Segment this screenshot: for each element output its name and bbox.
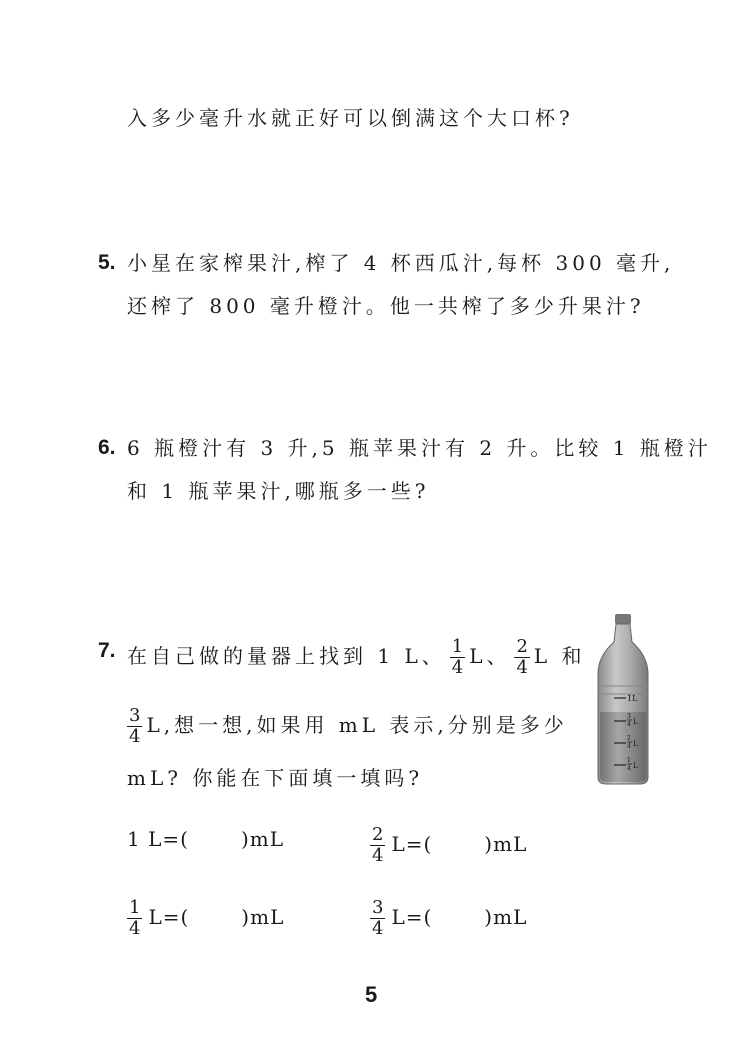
question-6-line-2: 和 1 瓶苹果汁,哪瓶多一些? [127, 479, 430, 503]
fill-fraction-1-4: $\frac{1}{4}$ [129, 897, 141, 939]
fill-two-quarters: $\frac{2}{4}$ L=( )mL [372, 824, 528, 866]
svg-text:4: 4 [627, 743, 631, 750]
bottle-cap [615, 614, 631, 624]
q7-line2-text: L,想一想,如果用 mL 表示,分别是多少 [146, 713, 568, 737]
question-5-line-2: 还榨了 800 毫升橙汁。他一共榨了多少升果汁? [127, 294, 645, 318]
svg-text:2: 2 [627, 735, 631, 742]
svg-text:3: 3 [627, 713, 631, 720]
measuring-bottle-image [592, 612, 654, 787]
question-5-line-1: 小星在家榨果汁,榨了 4 杯西瓜汁,每杯 300 毫升, [127, 251, 675, 275]
fraction-two-quarters: $\frac{2}{4}$ [516, 636, 528, 678]
q4-continuation-text: 入多少毫升水就正好可以倒满这个大口杯? [127, 106, 574, 130]
fraction-one-quarter: $\frac{1}{4}$ [451, 636, 464, 678]
svg-text:L: L [633, 762, 638, 770]
question-7-line-1 [127, 637, 586, 678]
svg-text:L: L [633, 740, 638, 748]
svg-text:L: L [633, 718, 638, 726]
q7-unit-a: L、 [469, 644, 511, 668]
question-6-number: 6. [98, 436, 116, 459]
fill-one-quarter: $\frac{1}{4}$ L=( )mL [129, 897, 285, 939]
q7-line1-text: 在自己做的量器上找到 1 L、 [127, 644, 446, 668]
fill-fraction-2-4: $\frac{2}{4}$ [372, 824, 384, 866]
page-number: 5 [365, 982, 378, 1007]
fill-1L: 1 L=( )mL [127, 827, 284, 851]
q7-unit-b: L 和 [533, 644, 586, 668]
question-7-line-3: mL? 你能在下面填一填吗? [127, 766, 424, 790]
fraction-three-quarters: $\frac{3}{4}$ [129, 705, 141, 747]
question-7-number: 7. [98, 639, 116, 662]
question-7-line-2 [127, 706, 568, 747]
bottle-label-1L: 1L [627, 694, 638, 703]
fill-fraction-3-4: $\frac{3}{4}$ [372, 897, 384, 939]
svg-text:1: 1 [627, 757, 631, 764]
question-6-line-1: 6 瓶橙汁有 3 升,5 瓶苹果汁有 2 升。比较 1 瓶橙汁 [127, 436, 712, 460]
svg-text:4: 4 [627, 721, 631, 728]
question-5-number: 5. [98, 251, 116, 274]
fill-three-quarters: $\frac{3}{4}$ L=( )mL [372, 897, 528, 939]
svg-text:4: 4 [627, 765, 631, 772]
